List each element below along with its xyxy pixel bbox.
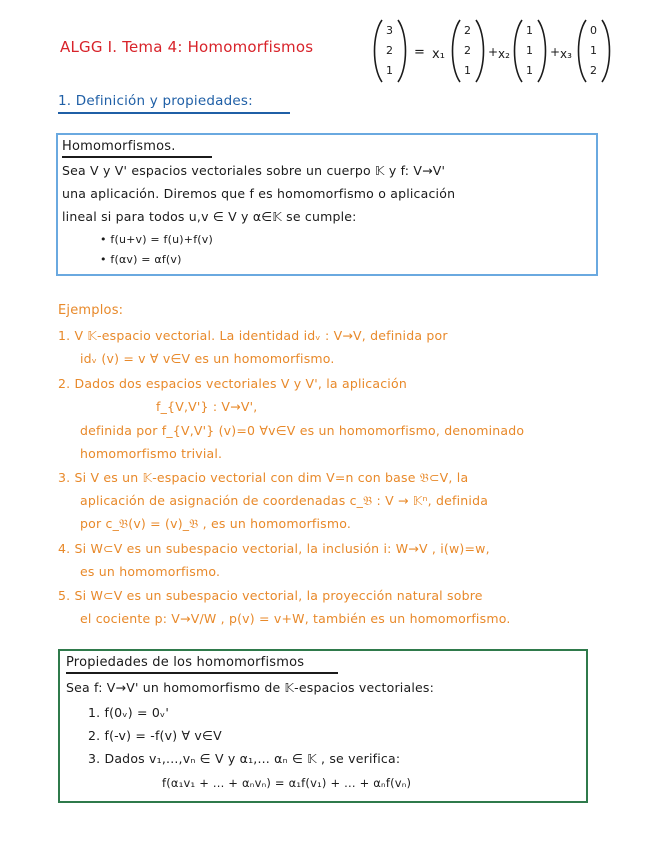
example-line: por c_𝔅(v) = (v)_𝔅 , es un homomorfismo. xyxy=(80,516,352,531)
example-line: f_{V,V'} : V→V', xyxy=(156,399,258,414)
paren-left xyxy=(375,20,383,82)
properties-title-underline xyxy=(66,672,338,674)
example-line: idᵥ (v) = v ∀ v∈V es un homomorfismo. xyxy=(80,351,335,366)
example-line: el cociente p: V→V/W , p(v) = v+W, también es un homomorfismo. xyxy=(80,611,511,626)
vec2-entry: 1 xyxy=(526,64,533,77)
coef-x1: x₁ xyxy=(432,47,445,62)
vec1-entry: 2 xyxy=(464,44,471,57)
vec1-entry: 1 xyxy=(464,64,471,77)
definition-title-underline xyxy=(62,156,212,158)
paren-left xyxy=(515,20,523,82)
example-line: 3. Si V es un 𝕂-espacio vectorial con dim V=n con base 𝔅⊂V, la xyxy=(58,470,469,485)
vec3-entry: 0 xyxy=(590,24,597,37)
example-line: aplicación de asignación de coordenadas c_𝔅 : V → 𝕂ⁿ, definida xyxy=(80,493,489,508)
lhs-entry: 1 xyxy=(386,64,393,77)
definition-title: Homomorfismos. xyxy=(62,139,176,154)
example-line: 4. Si W⊂V es un subespacio vectorial, la inclusión i: W→V , i(w)=w, xyxy=(58,541,490,556)
example-line: 1. V 𝕂-espacio vectorial. La identidad idᵥ : V→V, definida por xyxy=(58,328,448,343)
example-line: 2. Dados dos espacios vectoriales V y V', la aplicación xyxy=(58,376,407,391)
properties-intro: Sea f: V→V' un homomorfismo de 𝕂-espacios vectoriales: xyxy=(66,680,435,695)
plus-sign: + xyxy=(488,45,499,59)
definition-condition: • f(αv) = αf(v) xyxy=(100,253,182,266)
section-heading: 1. Definición y propiedades: xyxy=(58,93,253,109)
matrix-equation xyxy=(370,14,640,88)
plus-sign: + xyxy=(550,45,561,59)
property-item: 3. Dados v₁,...,vₙ ∈ V y α₁,... αₙ ∈ 𝕂 , se verifica: xyxy=(88,751,401,766)
vec2-entry: 1 xyxy=(526,44,533,57)
definition-condition: • f(u+v) = f(u)+f(v) xyxy=(100,233,213,246)
coef-x2: x₂ xyxy=(498,47,510,61)
lhs-entry: 3 xyxy=(386,24,393,37)
example-line: 5. Si W⊂V es un subespacio vectorial, la proyección natural sobre xyxy=(58,588,483,603)
vec3-entry: 1 xyxy=(590,44,597,57)
vec3-entry: 2 xyxy=(590,64,597,77)
example-line: definida por f_{V,V'} (v)=0 ∀v∈V es un homomorfismo, denominado xyxy=(80,423,525,438)
vec2-entry: 1 xyxy=(526,24,533,37)
paren-right xyxy=(602,20,610,82)
equals-sign: = xyxy=(414,45,425,60)
definition-line: lineal si para todos u,v ∈ V y α∈𝕂 se cumple: xyxy=(62,209,357,224)
properties-title: Propiedades de los homomorfismos xyxy=(66,655,305,670)
paren-right xyxy=(538,20,546,82)
coef-x3: x₃ xyxy=(560,47,572,61)
examples-heading: Ejemplos: xyxy=(58,303,124,318)
document-title: ALGG I. Tema 4: Homomorfismos xyxy=(60,38,314,56)
property-item: 1. f(0ᵥ) = 0ᵥ' xyxy=(88,705,170,720)
paren-left xyxy=(453,20,461,82)
example-line: es un homomorfismo. xyxy=(80,564,221,579)
section-underline xyxy=(58,112,290,114)
lhs-entry: 2 xyxy=(386,44,393,57)
paren-left xyxy=(579,20,587,82)
example-line: homomorfismo trivial. xyxy=(80,446,223,461)
property-formula: f(α₁v₁ + ... + αₙvₙ) = α₁f(v₁) + ... + αₙf(vₙ) xyxy=(162,776,412,790)
property-item: 2. f(-v) = -f(v) ∀ v∈V xyxy=(88,728,222,743)
definition-line: una aplicación. Diremos que f es homomorfismo o aplicación xyxy=(62,186,456,201)
paren-right xyxy=(476,20,484,82)
paren-right xyxy=(398,20,406,82)
vec1-entry: 2 xyxy=(464,24,471,37)
definition-line: Sea V y V' espacios vectoriales sobre un cuerpo 𝕂 y f: V→V' xyxy=(62,163,446,178)
